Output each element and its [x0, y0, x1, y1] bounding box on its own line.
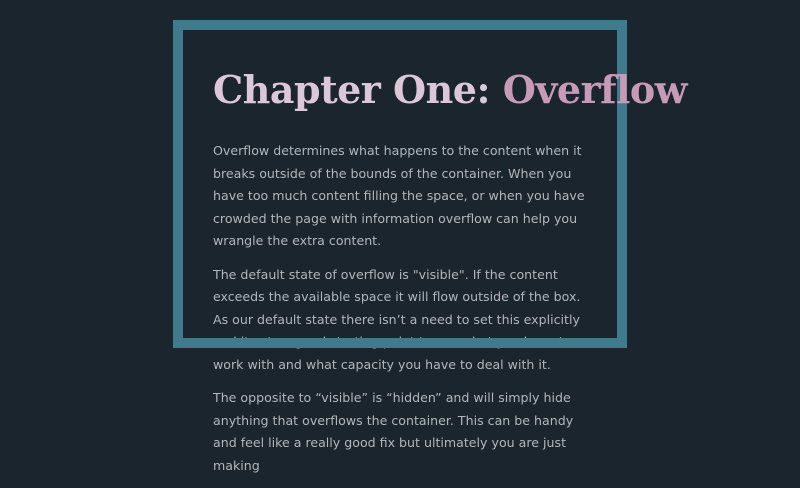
paragraph: Overflow determines what happens to the content when it breaks outside of the bounds of the container. When you have too much content filling the space, or when you have crowded the page with information overflow can help you wrangle the extra content.	[213, 143, 585, 248]
title-prefix: Chapter One:	[213, 67, 503, 112]
paragraph: The opposite to “visible” is “hidden” and will simply hide anything that overflows the container. This can be handy and feel like a really good fix but ultimately you are just making	[213, 390, 574, 473]
paragraph: The default state of overflow is "visible". If the content exceeds the available space it will flow outside of the box. As our default state there isn’t a need to set this explicitly and it sets a good starting point to see what you have to work with and what capacity you have to deal with it.	[213, 266, 581, 372]
article	[213, 62, 687, 488]
title-accent: Overflow	[502, 67, 687, 112]
page-title	[213, 62, 687, 118]
